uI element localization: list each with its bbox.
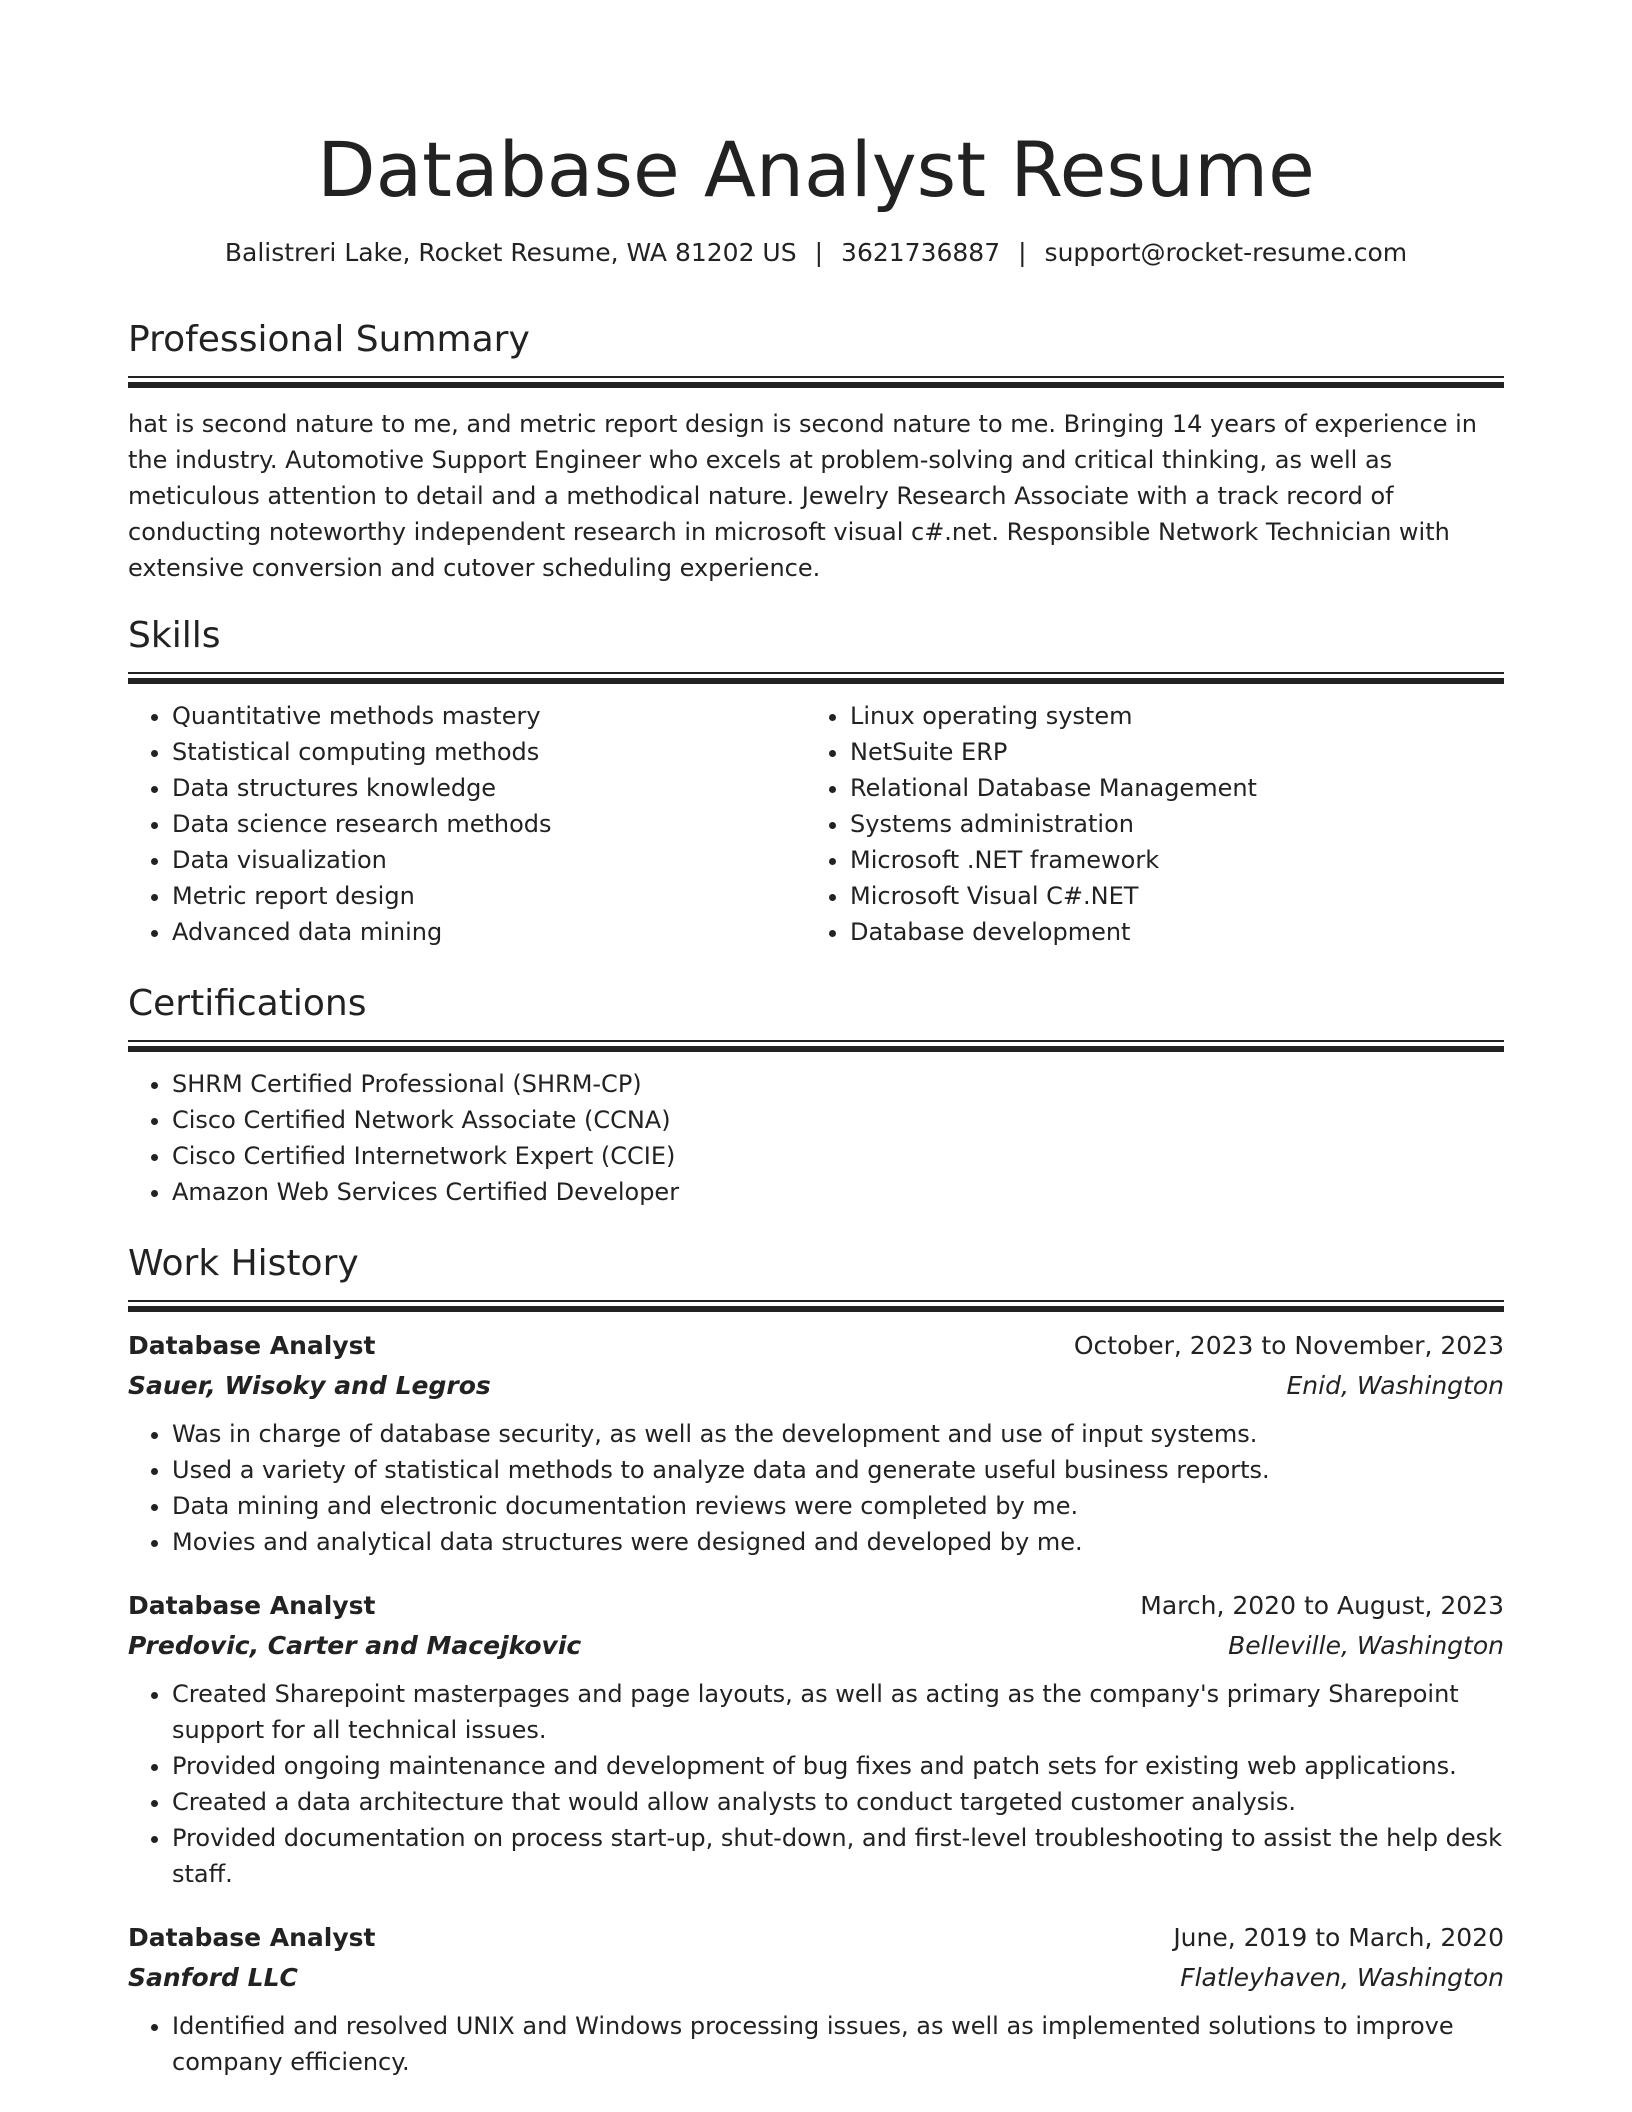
job-bullets <box>128 2008 1504 2080</box>
job-header-row <box>128 1326 1504 1366</box>
section-divider <box>128 1300 1504 1310</box>
skill-item: • Systems administration <box>850 806 1484 842</box>
skill-item: • Metric report design <box>172 878 806 914</box>
summary-heading: Professional Summary <box>128 319 530 360</box>
contact-address: Balistreri Lake, Rocket Resume, WA 81202 US <box>224 238 797 267</box>
job-bullet: • Data mining and electronic documentation reviews were completed by me. <box>172 1488 1504 1524</box>
job-title: Database Analyst <box>128 1923 376 1952</box>
resume-title: Database Analyst Resume <box>317 125 1315 214</box>
skill-item: • Microsoft Visual C#.NET <box>850 878 1484 914</box>
certification-item: • Amazon Web Services Certified Developer <box>172 1174 1504 1210</box>
certification-item: • SHRM Certified Professional (SHRM-CP) <box>172 1066 1504 1102</box>
job-title: Database Analyst <box>128 1331 376 1360</box>
skills-section <box>128 612 1504 950</box>
work-history-section <box>128 1240 1504 2080</box>
job-title: Database Analyst <box>128 1591 376 1620</box>
job-entry <box>128 1586 1504 1892</box>
job-company: Sauer, Wisoky and Legros <box>128 1371 491 1400</box>
job-bullet: • Used a variety of statistical methods to analyze data and generate useful business reports. <box>172 1452 1504 1488</box>
job-header-row <box>128 1586 1504 1626</box>
job-bullet: • Identified and resolved UNIX and Windows processing issues, as well as implemented solutions to improve company efficiency. <box>172 2008 1504 2080</box>
job-company-row <box>128 1366 1504 1406</box>
job-bullets <box>128 1416 1504 1560</box>
job-dates: March, 2020 to August, 2023 <box>1140 1591 1504 1620</box>
job-dates: October, 2023 to November, 2023 <box>1073 1331 1504 1360</box>
job-entry <box>128 1918 1504 2080</box>
contact-email: support@rocket-resume.com <box>1044 238 1408 267</box>
skills-list-left <box>128 698 806 950</box>
skill-item: • Microsoft .NET framework <box>850 842 1484 878</box>
skill-item: • Linux operating system <box>850 698 1484 734</box>
job-bullets <box>128 1676 1504 1892</box>
skill-item: • Statistical computing methods <box>172 734 806 770</box>
summary-section <box>128 316 1504 586</box>
certifications-list <box>128 1066 1504 1210</box>
certifications-section <box>128 980 1504 1210</box>
job-bullet: • Provided documentation on process start-up, shut-down, and first-level troubleshooting to assist the help desk staff. <box>172 1820 1504 1892</box>
section-divider <box>128 672 1504 682</box>
job-company-row <box>128 1958 1504 1998</box>
skill-item: • NetSuite ERP <box>850 734 1484 770</box>
contact-line <box>128 236 1504 270</box>
skill-item: • Data visualization <box>172 842 806 878</box>
job-company-row <box>128 1626 1504 1666</box>
section-divider <box>128 376 1504 386</box>
job-bullet: • Movies and analytical data structures were designed and developed by me. <box>172 1524 1504 1560</box>
skills-columns <box>128 698 1504 950</box>
contact-separator: | <box>814 238 824 267</box>
summary-text: hat is second nature to me, and metric report design is second nature to me. Bringing 14 years of experience in the industry. Automotive Support Engineer who excels at problem-solving and critical thinking, as well as meticulous attention to detail and a methodical nature. Jewelry Research Associate with a track record of conducting noteworthy independent research in microsoft visual c#.net. Responsible Network Technician with extensive conversion and cutover scheduling experience. <box>128 410 1477 582</box>
certifications-heading: Certifications <box>128 983 367 1024</box>
job-dates: June, 2019 to March, 2020 <box>1173 1923 1504 1952</box>
job-bullet: • Was in charge of database security, as well as the development and use of input systems. <box>172 1416 1504 1452</box>
job-location: Belleville, Washington <box>1228 1631 1504 1660</box>
job-location: Enid, Washington <box>1286 1371 1504 1400</box>
job-bullet: • Created Sharepoint masterpages and page layouts, as well as acting as the company's primary Sharepoint support for all technical issues. <box>172 1676 1504 1748</box>
job-company: Sanford LLC <box>128 1963 298 1992</box>
skill-item: • Data science research methods <box>172 806 806 842</box>
job-bullet: • Provided ongoing maintenance and development of bug fixes and patch sets for existing web applications. <box>172 1748 1504 1784</box>
contact-separator: | <box>1018 238 1027 267</box>
skill-item: • Advanced data mining <box>172 914 806 950</box>
job-company: Predovic, Carter and Macejkovic <box>128 1631 582 1660</box>
job-bullet: • Created a data architecture that would allow analysts to conduct targeted customer analysis. <box>172 1784 1504 1820</box>
job-location: Flatleyhaven, Washington <box>1180 1963 1504 1992</box>
skill-item: • Data structures knowledge <box>172 770 806 806</box>
skills-heading: Skills <box>128 615 221 656</box>
section-divider <box>128 1040 1504 1050</box>
job-header-row <box>128 1918 1504 1958</box>
skill-item: • Database development <box>850 914 1484 950</box>
skill-item: • Relational Database Management <box>850 770 1484 806</box>
work-history-heading: Work History <box>128 1243 359 1284</box>
skills-list-right <box>806 698 1484 950</box>
certification-item: • Cisco Certified Network Associate (CCNA) <box>172 1102 1504 1138</box>
job-entry <box>128 1326 1504 1560</box>
skill-item: • Quantitative methods mastery <box>172 698 806 734</box>
contact-phone: 3621736887 <box>841 238 1001 267</box>
resume-page <box>128 0 1504 2076</box>
certification-item: • Cisco Certified Internetwork Expert (CCIE) <box>172 1138 1504 1174</box>
